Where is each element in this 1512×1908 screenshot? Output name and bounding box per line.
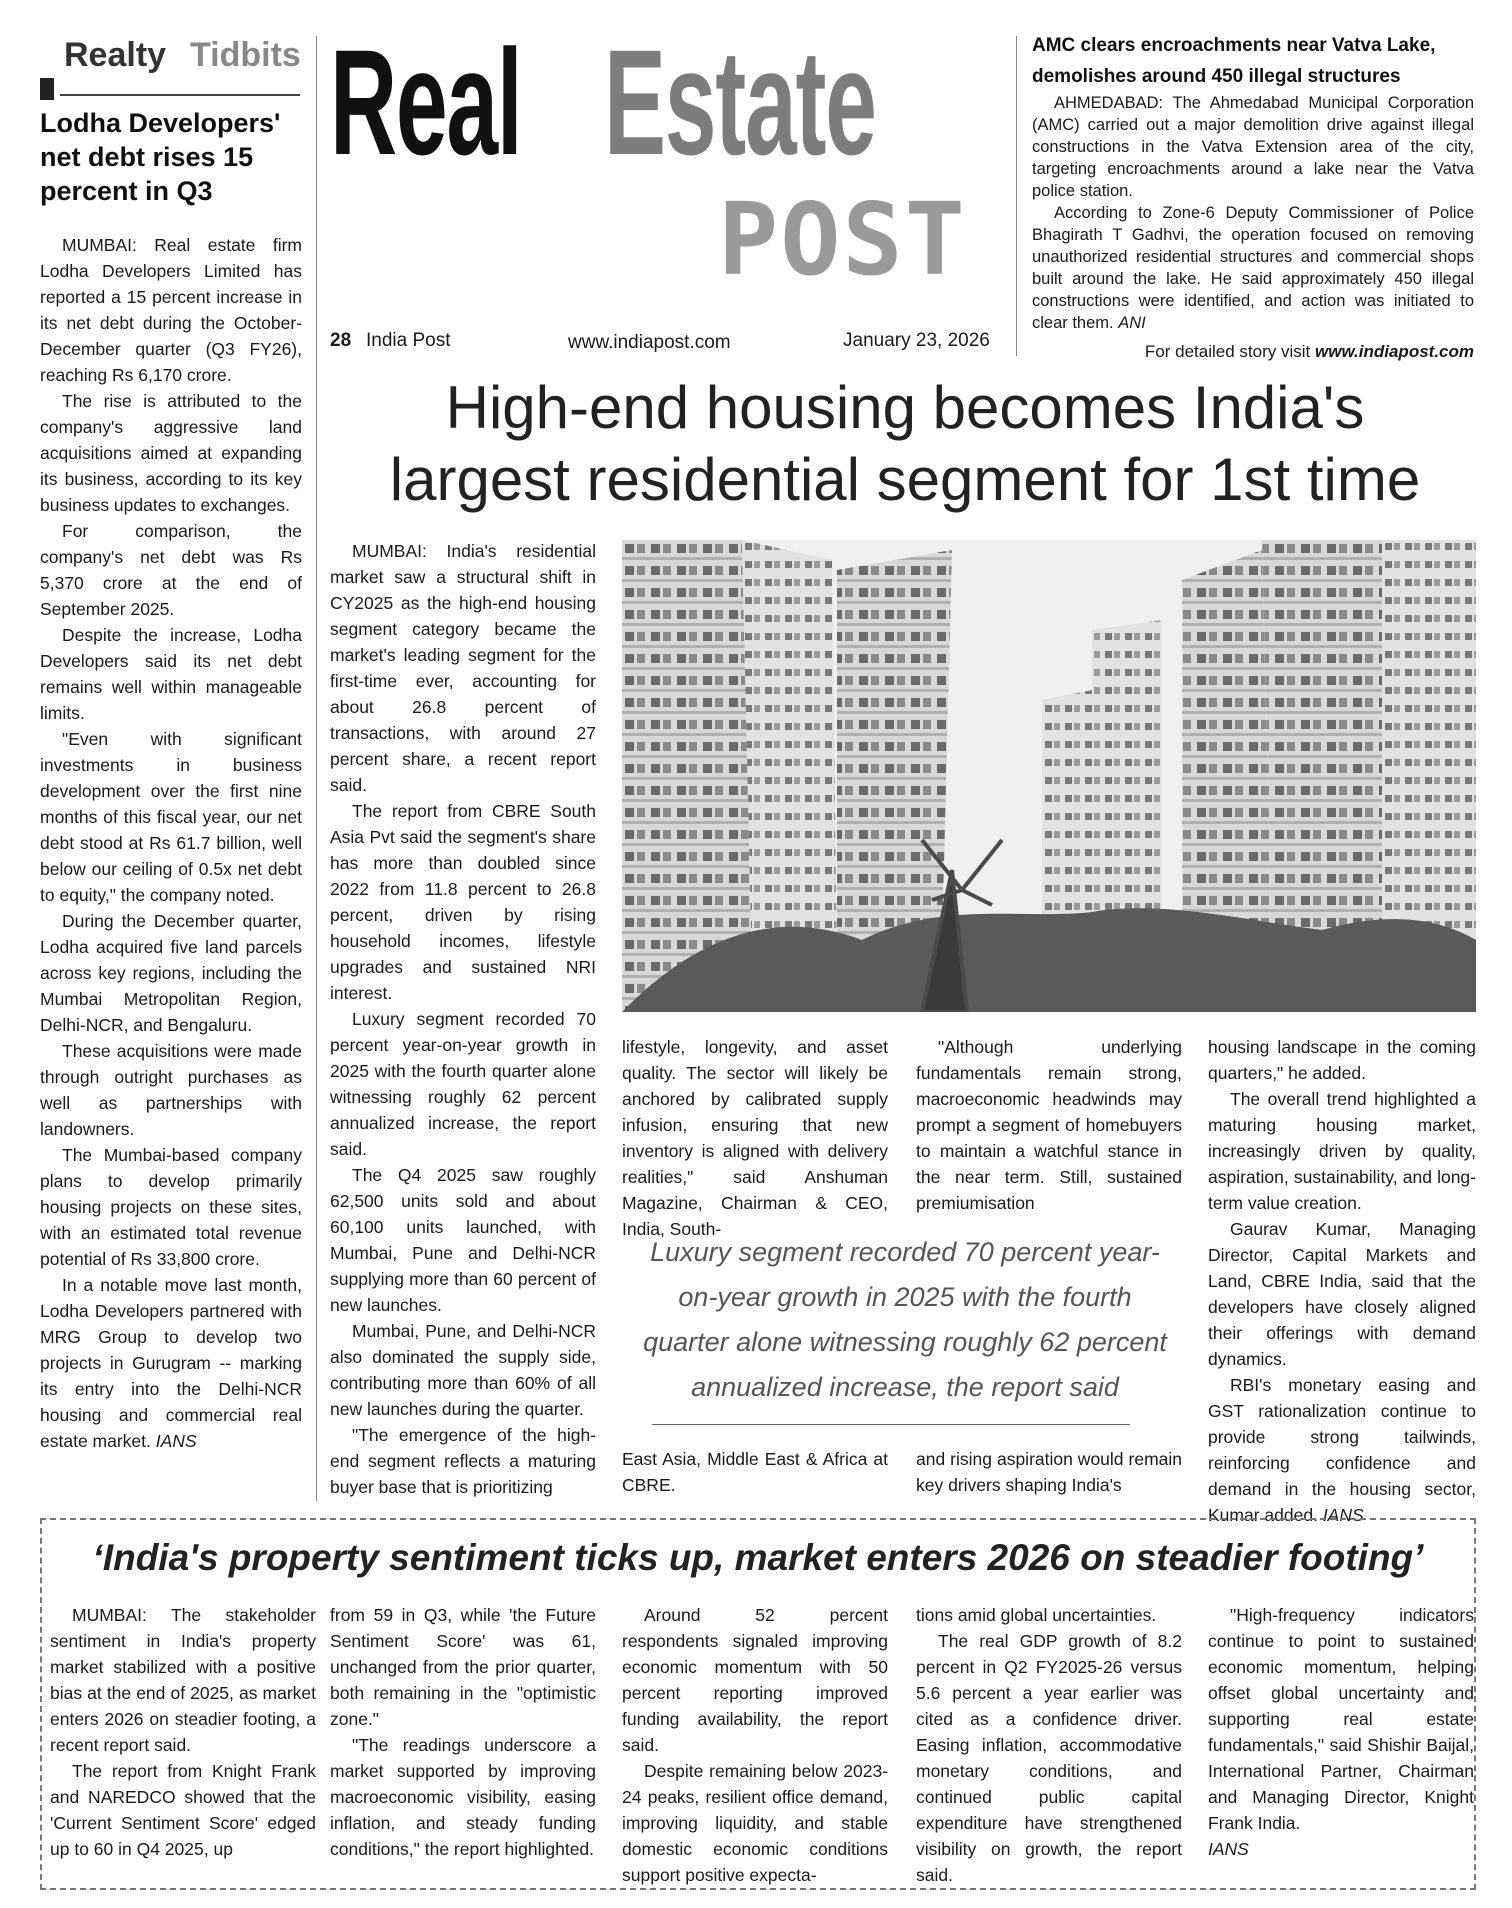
sentiment-headline: ‘India's property sentiment ticks up, market enters 2026 on steadier footing’	[92, 1537, 1424, 1578]
main-paragraph: RBI's monetary easing and GST rationalization continue to provide strong tailwinds, reinforcing confidence and demand in the housing sector, Kumar added.	[1208, 1375, 1476, 1525]
lodha-paragraph-last	[40, 1272, 302, 1454]
amc-credit: ANI	[1118, 314, 1146, 332]
publication-name: India Post	[366, 330, 451, 351]
amc-headline: AMC clears encroachments near Vatva Lake, demolishes around 450 illegal structures	[1032, 35, 1436, 87]
main-article-column-3-tail	[916, 1446, 1182, 1498]
tower-mid-1	[1042, 690, 1092, 945]
section-label-tidbits: Tidbits	[190, 36, 301, 74]
sentiment-paragraph: tions amid global uncertainties.	[916, 1605, 1157, 1625]
lodha-paragraph: The Mumbai-based company plans to develop primarily housing projects on these sites, with an estimated total revenue potential of Rs 33,800 crore.	[40, 1145, 302, 1269]
lodha-paragraph: The rise is attributed to the company's aggressive land acquisitions aimed at expanding its business, according to its key business updates to exchanges.	[40, 391, 302, 515]
sentiment-paragraph: "The readings underscore a market supported by improving macroeconomic visibility, easing inflation, and steady funding conditions," the report highlighted.	[330, 1735, 596, 1859]
main-paragraph: "Although underlying fundamentals remain strong, macroeconomic headwinds may prompt a segment of homebuyers to maintain a watchful stance in the near term. Still, sustained premiumisation	[916, 1037, 1182, 1213]
lodha-paragraph: These acquisitions were made through outright purchases as well as partnerships with landowners.	[40, 1041, 302, 1139]
main-article-column-1	[330, 538, 596, 1500]
logo-estate: Estate	[604, 18, 876, 186]
main-article-column-4	[1208, 1034, 1476, 1528]
sentiment-column-3	[622, 1602, 888, 1888]
main-paragraph: housing landscape in the coming quarters," he added.	[1208, 1037, 1476, 1083]
main-paragraph: The overall trend highlighted a maturing housing market, increasingly driven by quality, aspiration, sustainability, and long-term value creation.	[1208, 1089, 1476, 1213]
sentiment-paragraph: from 59 in Q3, while 'the Future Sentiment Score' was 61, unchanged from the prior quarter, both remaining in the "optimistic zone."	[330, 1605, 596, 1729]
sentiment-paragraph: Around 52 percent respondents signaled improving economic momentum with 50 percent reporting improved funding availability, the report said.	[622, 1605, 888, 1755]
sentiment-paragraph: "High-frequency indicators continue to point to sustained economic momentum, helping offset global uncertainty and supporting real estate fundamentals," said Shishir Baijal, International Partner, Chairman and Managing Director, Knight Frank India.	[1208, 1605, 1474, 1833]
lodha-headline: Lodha Developers' net debt rises 15 percent in Q3	[40, 108, 281, 206]
buildings-illustration	[622, 540, 1476, 1012]
sentiment-paragraph: MUMBAI: The stakeholder sentiment in India's property market stabilized with a positive bias at the end of 2025, as market enters 2026 on steadier footing, a recent report said.	[50, 1605, 316, 1755]
section-label-realty: Realty	[64, 36, 167, 74]
lodha-paragraph: Despite the increase, Lodha Developers said its net debt remains well within manageable limits.	[40, 625, 302, 723]
tower-mid-2	[1092, 620, 1162, 940]
main-paragraph: lifestyle, longevity, and asset quality. The sector will likely be anchored by calibrated supply infusion, ensuring that new inventory is aligned with delivery realities," said Anshuman Magazine, Chairman & CEO, India, South-	[622, 1037, 888, 1239]
amc-paragraph: According to Zone-6 Deputy Commissioner of Police Bhagirath T Gadhvi, the operation focused on removing unauthorized residential structures and commercial shops built around the lake. He said approximately 450 illegal constructions were identified, and action was initiated to clear them.	[1032, 204, 1474, 332]
section-marker	[40, 78, 54, 100]
sentiment-credit: IANS	[1208, 1839, 1249, 1859]
website-link[interactable]: www.indiapost.com	[568, 332, 731, 353]
lodha-paragraph: For comparison, the company's net debt was Rs 5,370 crore at the end of September 2025.	[40, 521, 302, 619]
sentiment-column-2	[330, 1602, 596, 1862]
main-headline-line2: largest residential segment for 1st time	[389, 446, 1421, 513]
main-paragraph: East Asia, Middle East & Africa at CBRE.	[622, 1449, 888, 1495]
main-credit: IANS	[1322, 1505, 1364, 1525]
tower-right-2	[1262, 540, 1382, 970]
lodha-credit: IANS	[155, 1431, 197, 1451]
main-article-column-3	[916, 1034, 1182, 1216]
lodha-article	[40, 106, 302, 1454]
tower-left-2	[742, 540, 837, 970]
detailed-story-note	[1032, 342, 1474, 362]
amc-paragraph-last	[1032, 202, 1474, 334]
section-rule	[60, 94, 300, 96]
main-paragraph: MUMBAI: India's residential market saw a structural shift in CY2025 as the high-end housing segment category became the market's leading segment for the first-time ever, accounting for about 26.8 percent of transactions, with around 27 percent share, a recent report said.	[330, 541, 596, 795]
main-article-column-2	[622, 1034, 888, 1242]
lodha-paragraph: MUMBAI: Real estate firm Lodha Developers Limited has reported a 15 percent increase in its net debt during the October-December quarter (Q3 FY26), reaching Rs 6,170 crore.	[40, 235, 302, 385]
sentiment-column-1	[50, 1602, 316, 1862]
high-rise-buildings-photo	[622, 540, 1476, 1012]
lodha-paragraph: In a notable move last month, Lodha Developers partnered with MRG Group to develop two projects in Gurugram -- marking its entry into the Delhi-NCR housing and commercial real estate market.	[40, 1275, 302, 1451]
issue-date: January 23, 2026	[843, 330, 990, 351]
main-paragraph: Luxury segment recorded 70 percent year-on-year growth in 2025 with the fourth quarter alone witnessing roughly 62 percent annualized increase, the report said.	[330, 1009, 596, 1159]
page-number: 28	[330, 330, 352, 351]
sentiment-credit-line	[1208, 1836, 1474, 1862]
main-paragraph: The Q4 2025 saw roughly 62,500 units sold and about 60,100 units launched, with Mumbai, Pune and Delhi-NCR supplying more than 60 percent of new launches.	[330, 1165, 596, 1315]
amc-paragraph: AHMEDABAD: The Ahmedabad Municipal Corporation (AMC) carried out a major demolition drive against illegal constructions in the Vatva Extension area of the city, targeting encroachments around a lake near the Vatva police station.	[1032, 94, 1474, 200]
amc-article	[1032, 30, 1474, 362]
detailed-story-prefix: For detailed story visit	[1144, 342, 1311, 361]
sentiment-paragraph: The report from Knight Frank and NAREDCO showed that the 'Current Sentiment Score' edged up to 60 in Q4 2025, up	[50, 1761, 316, 1859]
tower-right-1	[1182, 550, 1272, 960]
sentiment-paragraph: Despite remaining below 2023-24 peaks, resilient office demand, improving liquidity, and stable domestic economic conditions support positive expecta-	[622, 1761, 888, 1885]
column-divider	[316, 36, 317, 1501]
main-paragraph: Mumbai, Pune, and Delhi-NCR also dominated the supply side, contributing more than 60% of all new launches during the quarter.	[330, 1321, 596, 1419]
main-headline-line1: High-end housing becomes India's	[445, 374, 1365, 441]
main-paragraph: The report from CBRE South Asia Pvt said the segment's share has more than doubled since 2022 from 11.8 percent to 26.8 percent, driven by rising household incomes, lifestyle upgrades and sustained NRI interest.	[330, 801, 596, 1003]
lodha-paragraph: "Even with significant investments in business development over the first nine months of this fiscal year, our net debt stood at Rs 61.7 billion, well below our ceiling of 0.5x net debt to equity," the company noted.	[40, 729, 302, 905]
folio-line	[330, 330, 1002, 360]
sentiment-paragraph: The real GDP growth of 8.2 percent in Q2 FY2025-26 versus 5.6 percent a year earlier was cited as a confidence driver. Easing inflation, accommodative monetary conditions, and continued public capital expenditure have strengthened visibility on growth, the report said.	[916, 1631, 1182, 1885]
detailed-story-link[interactable]: www.indiapost.com	[1315, 342, 1474, 361]
logo-real: Real	[330, 18, 522, 186]
main-paragraph: Gaurav Kumar, Managing Director, Capital Markets and Land, CBRE India, said that the developers have closely aligned their offerings with demand dynamics.	[1208, 1219, 1476, 1369]
logo-post: POST	[718, 181, 967, 298]
main-paragraph: and rising aspiration would remain key drivers shaping India's	[916, 1449, 1182, 1495]
pull-quote: Luxury segment recorded 70 percent year-on-year growth in 2025 with the fourth quarter alone witnessing roughly 62 percent annualized increase, the report said	[643, 1237, 1167, 1402]
sentiment-column-5	[1208, 1602, 1474, 1862]
pull-quote-rule	[652, 1424, 1130, 1425]
main-paragraph: "The emergence of the high-end segment reflects a maturing buyer base that is prioritizing	[330, 1425, 596, 1497]
section-label	[40, 30, 302, 100]
main-paragraph-last	[1208, 1372, 1476, 1528]
lodha-paragraph: During the December quarter, Lodha acquired five land parcels across key regions, including the Mumbai Metropolitan Region, Delhi-NCR, and Bengaluru.	[40, 911, 302, 1035]
sentiment-column-4	[916, 1602, 1182, 1888]
main-headline	[330, 372, 1480, 516]
column-divider	[1016, 36, 1017, 356]
main-article-column-2-tail	[622, 1446, 888, 1498]
